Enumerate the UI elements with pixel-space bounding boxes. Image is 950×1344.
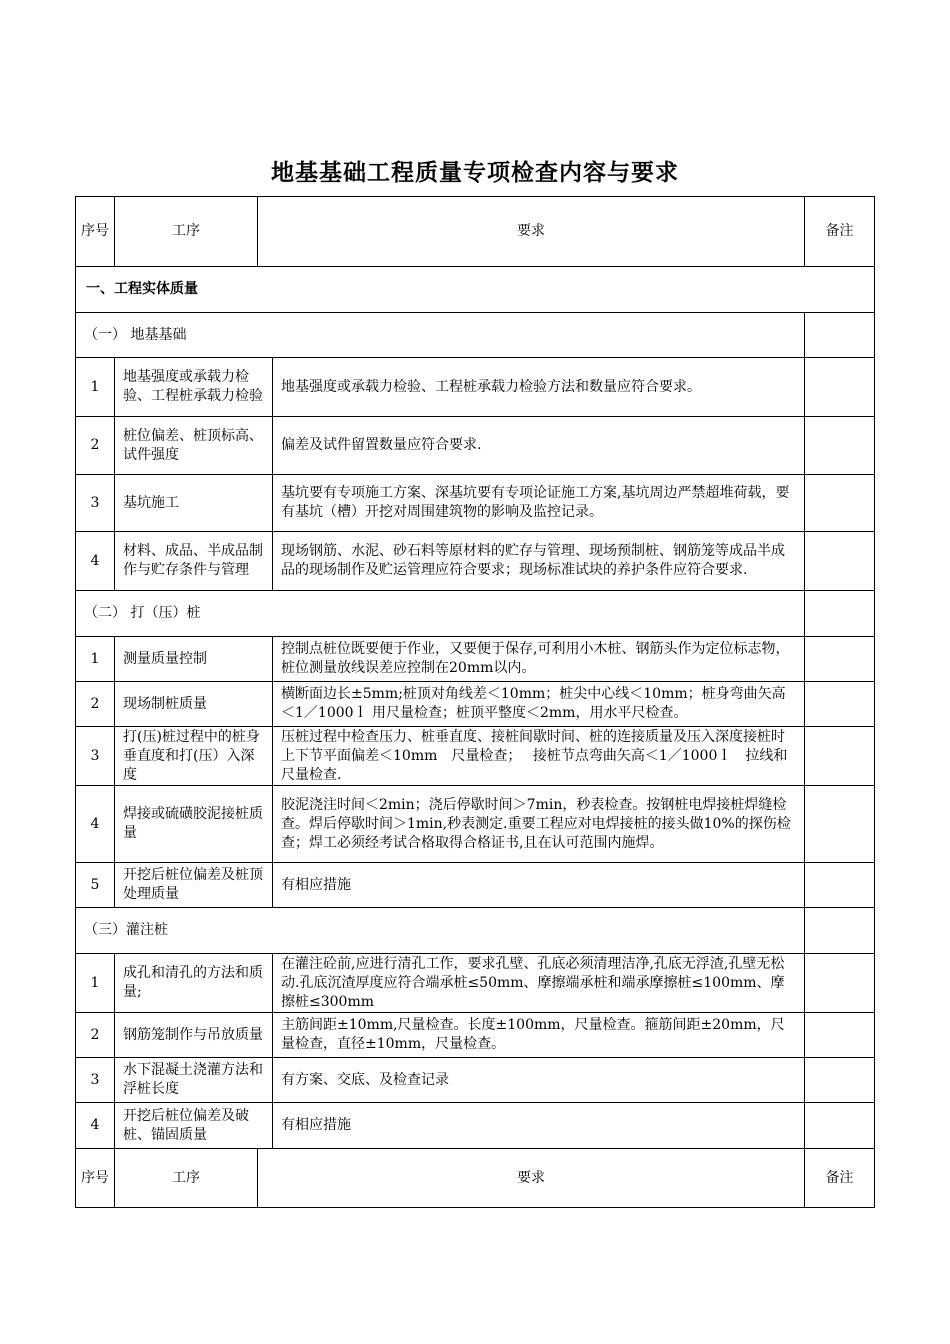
row-requirement: 地基强度或承载力检验、工程桩承载力检验方法和数量应符合要求。 <box>272 358 804 416</box>
header-remark: 备注 <box>804 1149 874 1207</box>
remark-cell <box>804 1103 874 1148</box>
row-no: 4 <box>90 1117 100 1133</box>
row-requirement: 主筋间距±10mm,尺量检查。长度±100mm，尺量检查。箍筋间距±20mm，尺量检查，直径±10mm，尺量检查。 <box>272 1013 804 1057</box>
table-row <box>76 862 874 907</box>
row-process: 现场制桩质量 <box>114 682 272 726</box>
row-process: 开挖后桩位偏差及破桩、锚固质量 <box>114 1103 272 1148</box>
remark-cell <box>804 954 874 1012</box>
row-process: 成孔和清孔的方法和质量; <box>114 954 272 1012</box>
table-header-row <box>76 197 874 266</box>
header-remark: 备注 <box>804 197 874 266</box>
row-requirement: 现场钢筋、水泥、砂石料等原材料的贮存与管理、现场预制桩、钢筋笼等成品半成品的现场制作及贮运管理应符合要求；现场标准试块的养护条件应符合要求. <box>272 532 804 590</box>
row-process: 基坑施工 <box>114 475 272 531</box>
remark-cell <box>804 475 874 531</box>
section-row <box>76 266 874 312</box>
header-process: 工序 <box>114 197 257 266</box>
remark-cell <box>804 532 874 590</box>
row-no: 1 <box>90 650 100 667</box>
row-no: 3 <box>90 747 100 764</box>
subsection-title: （一） 地基基础 <box>84 326 187 343</box>
row-requirement: 在灌注砼前,应进行清孔工作，要求孔壁、孔底必须清理洁净,孔底无浮渣,孔壁无松动.孔底沉渣厚度应符合端承桩≤50mm、摩擦端承桩和端承摩擦桩≤100mm、摩擦桩≤300mm <box>272 954 804 1012</box>
remark-cell <box>804 908 874 953</box>
row-process: 测量质量控制 <box>114 637 272 681</box>
row-no: 1 <box>90 974 100 991</box>
row-no: 4 <box>90 815 100 832</box>
row-no: 2 <box>90 437 100 453</box>
remark-cell <box>804 1013 874 1057</box>
row-requirement: 控制点桩位既要便于作业，又要便于保存,可利用小木桩、钢筋头作为定位标志物，桩位测量放线误差应控制在20mm以内。 <box>272 637 804 681</box>
table-row <box>76 531 874 590</box>
row-requirement: 压桩过程中检查压力、桩垂直度、接桩间歇时间、桩的连接质量及压入深度接桩时上下节平面偏差＜10mm 尺量检查； 接桩节点弯曲矢高＜1／1000ｌ 拉线和尺量检查. <box>272 727 804 785</box>
row-process: 开挖后桩位偏差及桩顶处理质量 <box>114 863 272 907</box>
page-title: 地基基础工程质量专项检查内容与要求 <box>271 159 679 186</box>
row-process: 焊接或硫磺胶泥接桩质量 <box>114 786 272 862</box>
subsection-row <box>76 590 874 636</box>
table-row <box>76 1057 874 1102</box>
row-process: 桩位偏差、桩顶标高、试件强度 <box>114 417 272 474</box>
table-row <box>76 636 874 681</box>
remark-cell <box>804 863 874 907</box>
remark-cell <box>804 786 874 862</box>
row-process: 打(压)桩过程中的桩身垂直度和打(压）入深度 <box>114 727 272 785</box>
remark-cell <box>804 313 874 357</box>
row-process: 水下混凝土浇灌方法和浮桩长度 <box>114 1058 272 1102</box>
inspection-table <box>75 196 875 1208</box>
row-requirement: 有方案、交底、及检查记录 <box>272 1058 804 1102</box>
remark-cell <box>804 591 874 636</box>
row-process: 钢筋笼制作与吊放质量 <box>114 1013 272 1057</box>
header-requirement: 要求 <box>257 1149 804 1207</box>
header-no: 序号 <box>81 1169 109 1186</box>
row-no: 3 <box>90 1071 100 1088</box>
subsection-title: （三）灌注桩 <box>84 922 168 938</box>
row-no: 4 <box>90 552 100 569</box>
subsection-row <box>76 312 874 357</box>
table-row <box>76 1012 874 1057</box>
remark-cell <box>804 358 874 416</box>
table-row <box>76 785 874 862</box>
row-no: 2 <box>90 1026 100 1043</box>
row-requirement: 基坑要有专项施工方案、深基坑要有专项论证施工方案,基坑周边严禁超堆荷载，要有基坑（槽）开挖对周围建筑物的影响及监控记录。 <box>272 475 804 531</box>
table-row <box>76 953 874 1012</box>
row-process: 地基强度或承载力检验、工程桩承载力检验 <box>114 358 272 416</box>
header-no: 序号 <box>81 223 109 239</box>
remark-cell <box>804 727 874 785</box>
row-requirement: 偏差及试件留置数量应符合要求. <box>272 417 804 474</box>
row-requirement: 有相应措施 <box>272 863 804 907</box>
table-row <box>76 416 874 474</box>
table-header-row <box>76 1148 874 1207</box>
row-requirement: 胶泥浇注时间＜2min；浇后停歇时间＞7min，秒表检查。按钢桩电焊接桩焊缝检查。焊后停歇时间＞1min,秒表测定.重要工程应对电焊接桩的接头做10%的探伤检查；焊工必须经考试合格取得合格证书,且在认可范围内施焊。 <box>272 786 804 862</box>
subsection-title: （二） 打（压）桩 <box>84 605 201 621</box>
header-process: 工序 <box>114 1149 257 1207</box>
row-process: 材料、成品、半成品制作与贮存条件与管理 <box>114 532 272 590</box>
row-no: 2 <box>90 695 100 712</box>
table-row <box>76 357 874 416</box>
table-row <box>76 681 874 726</box>
table-row <box>76 726 874 785</box>
remark-cell <box>804 682 874 726</box>
remark-cell <box>804 417 874 474</box>
table-row <box>76 1102 874 1148</box>
row-no: 1 <box>90 378 100 395</box>
table-row <box>76 474 874 531</box>
row-no: 5 <box>90 876 100 893</box>
remark-cell <box>804 1058 874 1102</box>
header-requirement: 要求 <box>257 197 804 266</box>
row-requirement: 横断面边长±5mm;桩顶对角线差＜10mm；桩尖中心线＜10mm；桩身弯曲矢高＜1／1000ｌ 用尺量检查；桩顶平整度＜2mm，用水平尺检查。 <box>272 682 804 726</box>
section-title: 一、工程实体质量 <box>86 281 198 297</box>
row-requirement: 有相应措施 <box>272 1103 804 1148</box>
row-no: 3 <box>90 494 100 511</box>
remark-cell <box>804 637 874 681</box>
subsection-row <box>76 907 874 953</box>
